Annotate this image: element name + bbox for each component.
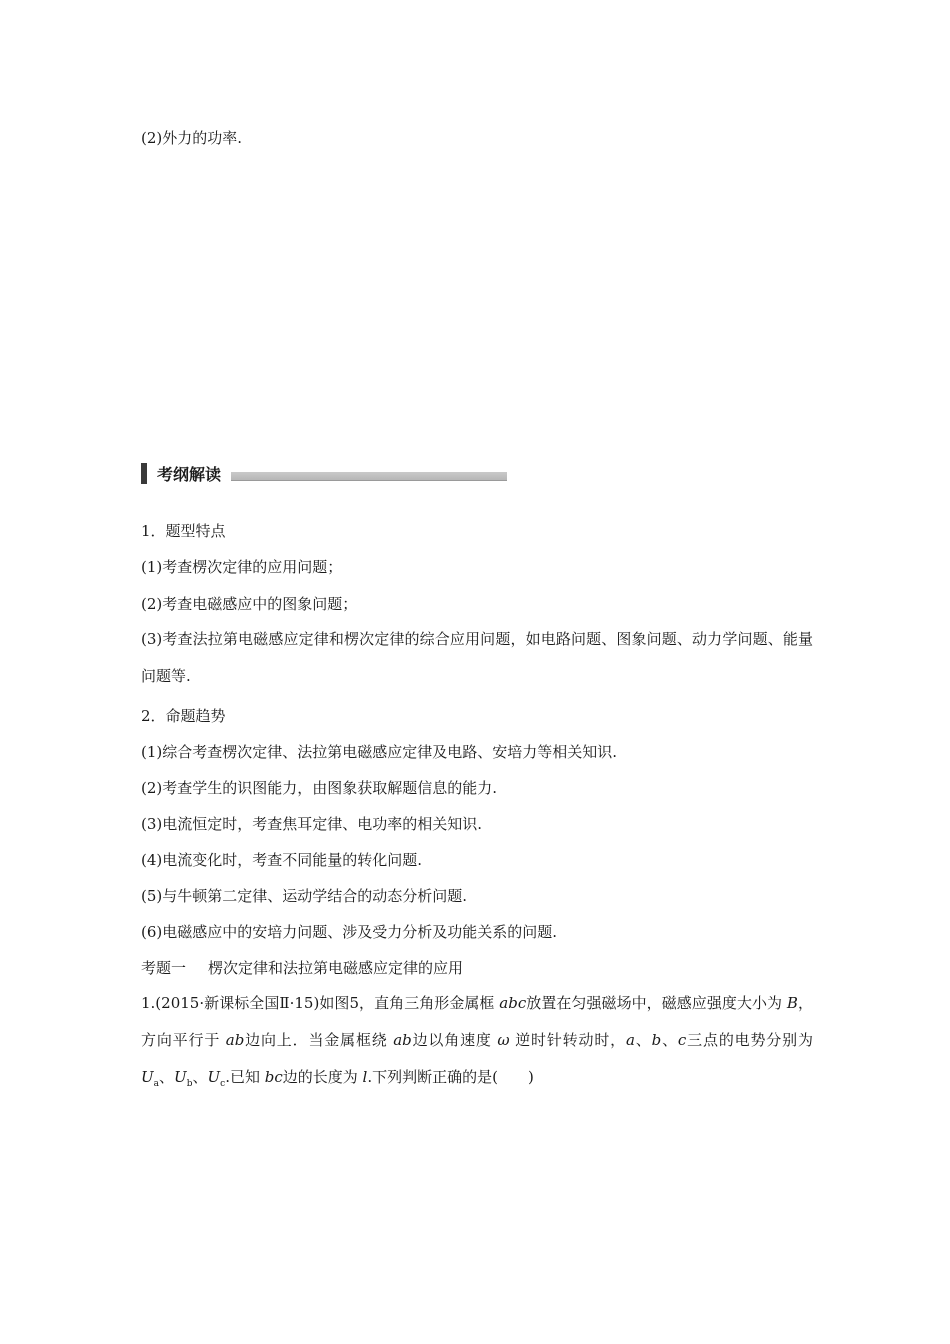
part2-heading: 2．命题趋势	[141, 707, 226, 725]
part2-item-2: (2)考查学生的识图能力，由图象获取解题信息的能力.	[141, 779, 498, 797]
section-title: 考纲解读	[157, 464, 222, 484]
topic-label: 考题一	[141, 959, 187, 977]
part1-item-1: (1)考查楞次定律的应用问题；	[141, 558, 343, 576]
section-rule-divider	[231, 472, 507, 481]
top-item-2: (2)外力的功率.	[141, 129, 243, 147]
part1-item-3: (3)考查法拉第电磁感应定律和楞次定律的综合应用问题，如电路问题、图象问题、动力学问题、能量问题等.	[141, 630, 813, 685]
part2-item-3: (3)电流恒定时，考查焦耳定律、电功率的相关知识.	[141, 815, 483, 833]
section-bar-marker	[141, 463, 147, 484]
topic-title: 楞次定律和法拉第电磁感应定律的应用	[208, 959, 464, 977]
part1-heading: 1．题型特点	[141, 522, 226, 540]
part2-item-4: (4)电流变化时，考查不同能量的转化问题.	[141, 851, 423, 869]
section-header	[141, 462, 507, 484]
part2-item-1: (1)综合考查楞次定律、法拉第电磁感应定律及电路、安培力等相关知识.	[141, 743, 618, 761]
question-1: 1.(2015·新课标全国Ⅱ·15)如图5，直角三角形金属框 abc放置在匀强磁场中，磁感应强度大小为 B，方向平行于 ab边向上．当金属框绕 ab边以角速度 ω 逆时针转动时，a、b、c三点的电势分别为 $U_a$、$U_b$、$U_c$.已知 bc边的长度为 l.下列判断正确的是( )	[141, 994, 813, 1089]
topic-heading	[141, 958, 463, 978]
part1-item-2: (2)考查电磁感应中的图象问题；	[141, 595, 358, 613]
part2-item-6: (6)电磁感应中的安培力问题、涉及受力分析及功能关系的问题.	[141, 923, 558, 941]
part2-item-5: (5)与牛顿第二定律、运动学结合的动态分析问题.	[141, 887, 468, 905]
